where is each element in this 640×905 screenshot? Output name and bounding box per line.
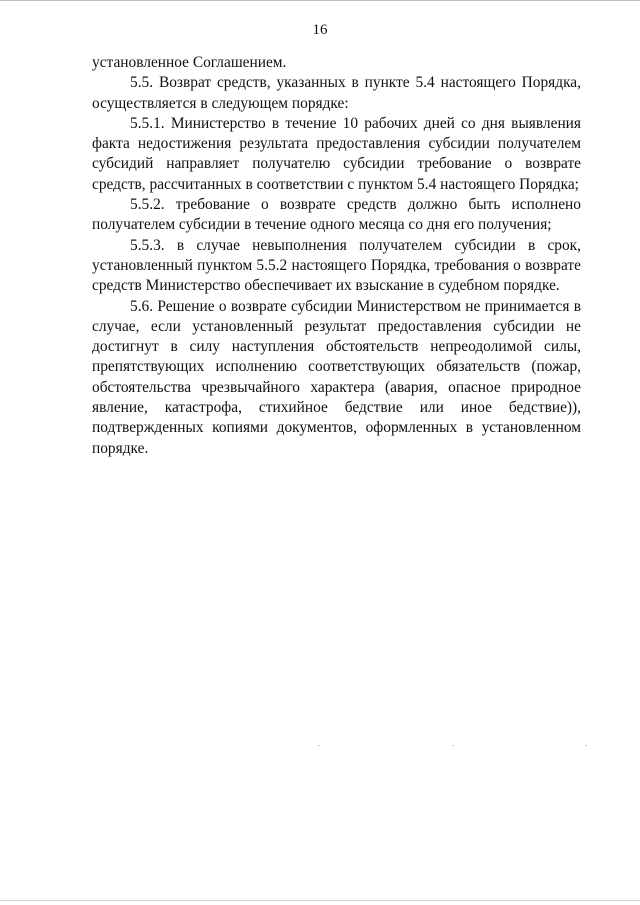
scan-artifact bbox=[318, 745, 320, 746]
paragraph-5-6: 5.6. Решение о возврате субсидии Министерством не принимается в случае, если установленный результат предоставления субсидии не достигнут в силу наступления обстоятельств непреодолимой силы, препятствующих исполнению соответствующих обязательств (пожар, обстоятельства чрезвычайного характера (авария, опасное природное явление, катастрофа, стихийное бедствие или иное бедствие)), подтвержденных копиями документов, оформленных в установленном порядке. bbox=[92, 297, 581, 457]
scan-artifact bbox=[452, 745, 454, 746]
bottom-edge-line bbox=[0, 900, 640, 901]
top-edge-line bbox=[0, 0, 640, 1]
page-number: 16 bbox=[312, 22, 328, 38]
paragraph-5-5-3: 5.5.3. в случае невыполнения получателем субсидии в срок, установленный пунктом 5.5.2 настоящего Порядка, требования о возврате средств Министерство обеспечивает их взыскание в судебном порядке. bbox=[92, 236, 581, 295]
document-body bbox=[92, 53, 581, 459]
paragraph-5-5-1: 5.5.1. Министерство в течение 10 рабочих дней со дня выявления факта недостижения результата предоставления субсидии получателем субсидий направляет получателю субсидии требование о возврате средств, рассчитанных в соответствии с пунктом 5.4 настоящего Порядка; bbox=[92, 114, 581, 193]
paragraph-5-5: 5.5. Возврат средств, указанных в пункте 5.4 настоящего Порядка, осуществляется в следующем порядке: bbox=[92, 74, 581, 112]
paragraph-continuation: установленное Соглашением. bbox=[92, 54, 287, 71]
scan-artifact bbox=[585, 745, 587, 746]
paragraph-5-5-2: 5.5.2. требование о возврате средств должно быть исполнено получателем субсидии в течение одного месяца со дня его получения; bbox=[92, 196, 581, 234]
